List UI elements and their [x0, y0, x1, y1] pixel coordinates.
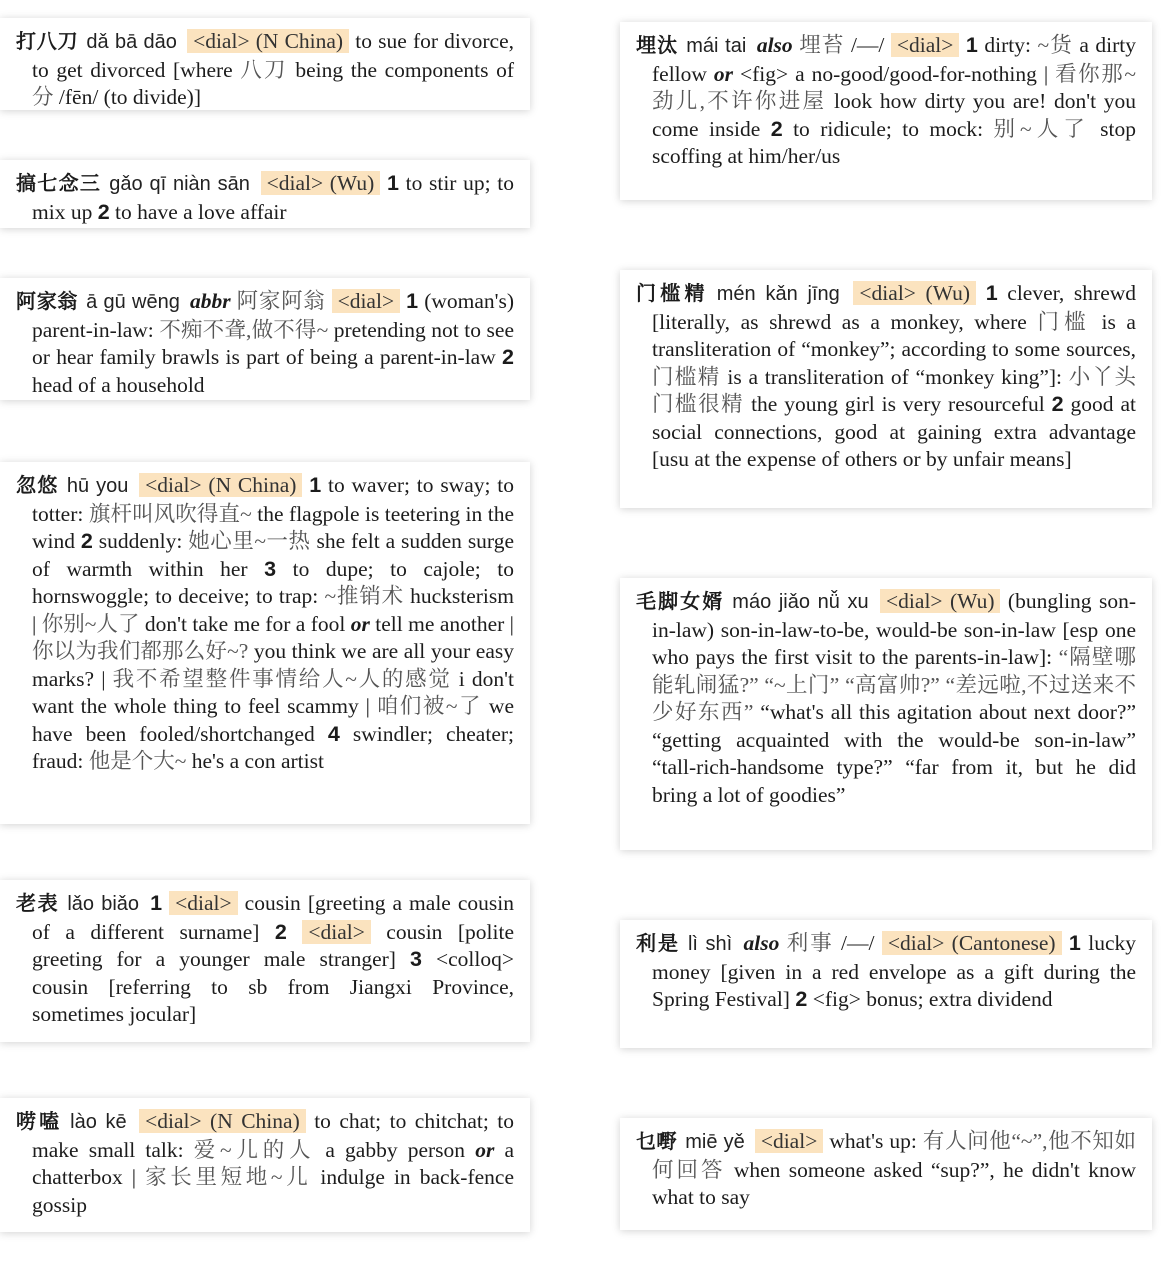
entry-text: 唠嗑 lào kē <dial> (N China) to chat; to chitchat; to make small talk: 爱~儿的人 a gabby person or a chatterbox | 家长里短地~儿 indulge in back-fence gossip: [16, 1109, 515, 1217]
sense-number: 2: [770, 116, 783, 141]
headword: 打八刀: [16, 31, 79, 53]
entry-card-li-shi: [620, 920, 1152, 1048]
example-chinese: 门槛: [1037, 309, 1091, 334]
example-chinese: 埋苔: [799, 33, 845, 57]
pinyin: gǎo qī niàn sān: [109, 173, 250, 195]
entry-text: 搞七念三 gǎo qī niàn sān <dial> (Wu) 1 to stir up; to mix up 2 to have a love affair: [16, 171, 515, 224]
entry-card-da-ba-dao: [0, 18, 530, 110]
sense-number: 1: [386, 171, 399, 195]
pinyin: lǎo biǎo: [67, 893, 140, 915]
or-marker: or: [475, 1137, 495, 1162]
example-chinese: 分: [32, 85, 54, 109]
also-marker: also: [756, 33, 793, 57]
headword: 唠嗑: [16, 1111, 63, 1133]
sense-number: 2: [274, 919, 287, 944]
sense-number: 1: [1068, 931, 1081, 955]
entry-text: 门槛精 mén kǎn jīng <dial> (Wu) 1 clever, shrewd [literally, as shrewd as a monkey, where 门槛 is a transliteration of “monkey”; according to some sources, 门槛精 is a transliteration of “monkey king”]: 小丫头门槛很精 the young girl is very resourceful 2 good at social connections, good at gaining extra advantage [usu at the expense of others or by unfair means]: [636, 281, 1137, 471]
headword: 利是: [636, 933, 680, 955]
example-chinese: 小丫头门槛很精: [652, 364, 1136, 416]
example-chinese: 你别~人了: [41, 611, 140, 636]
example-chinese: 有人问他“~”,他不知如何回答: [652, 1129, 1137, 1182]
pinyin: lào kē: [70, 1111, 127, 1133]
dialect-label: <dial> (Wu): [261, 171, 381, 195]
headword: 门槛精: [636, 283, 709, 305]
example-chinese: 利事: [786, 931, 834, 955]
entry-text: 忽悠 hū you <dial> (N China) 1 to waver; to sway; to totter: 旗杆叫风吹得直~ the flagpole is teetering in the wind 2 suddenly: 她心里~一热 she felt a sudden surge of warmth within her 3 to dupe; to cajole; to hornswoggle; to deceive; to trap: ~推销术 hucksterism | 你别~人了 don't take me for a fool or tell me another | 你以为我们都那么好~? you think we are all your easy marks? | 我不希望整件事情给人~人的感觉 i don't want the whole thing to feel scammy | 咱们被~了 we have been fooled/shortchanged 4 swindler; cheater; fraud: 他是个大~ he's a con artist: [16, 473, 514, 773]
example-chinese: ~推销术: [324, 584, 404, 608]
abbr-marker: abbr: [189, 289, 231, 313]
sense-number: 2: [80, 529, 93, 553]
sense-number: 1: [309, 473, 322, 497]
entry-text: 埋汰 mái tai also 埋苔 /—/ <dial> 1 dirty: ~货 a dirty fellow or <fig> a no-good/good-for-nothing | 看你那~劲儿,不许你进屋 look how dirty you are! don't you come inside 2 to ridicule; to mock: 别~人了 stop scoffing at him/her/us: [636, 33, 1137, 168]
example-chinese: 她心里~一热: [188, 529, 311, 553]
headword: 搞七念三: [16, 173, 102, 195]
example-chinese: 阿家阿翁: [236, 289, 326, 313]
example-chinese: 不痴不聋,做不得~: [159, 317, 329, 342]
headword: 毛脚女婿: [636, 591, 725, 613]
dialect-label: <dial> (Wu): [880, 589, 1000, 613]
entry-text: 乜嘢 miē yě <dial> what's up: 有人问他“~”,他不知如何回答 when someone asked “sup?”, he didn't know what to say: [636, 1129, 1137, 1209]
headword: 忽悠: [16, 475, 59, 497]
entry-text: 打八刀 dǎ bā dāo <dial> (N China) to sue for divorce, to get divorced [where 八刀 being the components of 分 /fēn/ (to divide)]: [16, 29, 515, 109]
entry-card-mao-jiao-nu-xu: [620, 578, 1152, 850]
example-chinese: 门槛精: [652, 364, 721, 389]
entry-card-mai-tai: [620, 22, 1152, 200]
entry-card-mie-ye: [620, 1118, 1152, 1230]
entry-card-a-gu-weng: [0, 278, 530, 400]
example-chinese: 家长里短地~儿: [145, 1165, 312, 1189]
also-marker: also: [743, 931, 780, 955]
or-marker: or: [350, 611, 370, 636]
sense-number: 4: [327, 721, 340, 746]
example-chinese: 我不希望整件事情给人~人的感觉: [112, 666, 452, 691]
pinyin: dǎ bā dāo: [86, 31, 177, 53]
pinyin: lì shì: [687, 933, 733, 955]
example-chinese: 他是个大~: [88, 749, 187, 773]
dialect-label: <dial> (N China): [139, 473, 302, 497]
sense-number: 2: [1051, 392, 1064, 416]
example-chinese: 咱们被~了: [376, 694, 483, 718]
pinyin: máo jiǎo nǚ xu: [732, 591, 869, 613]
example-chinese: “隔壁哪能轧闹猛?” “~上门” “高富帅?” “差远啦,不过送来不少好东西”: [652, 645, 1137, 724]
headword: 老表: [16, 893, 60, 915]
example-chinese: 你以为我们都那么好~?: [32, 639, 249, 663]
dialect-label: <dial> (N China): [139, 1109, 306, 1133]
dialect-label: <dial>: [332, 289, 401, 313]
sense-number: 1: [406, 289, 419, 313]
sense-number: 2: [795, 987, 808, 1011]
example-chinese: 别~人了: [993, 116, 1090, 141]
example-chinese: ~货: [1037, 33, 1073, 57]
entry-text: 阿家翁 ā gū wēng abbr 阿家阿翁 <dial> 1 (woman's) parent-in-law: 不痴不聋,做不得~ pretending not to see or hear family brawls is part of being a parent-in-law 2 head of a household: [16, 289, 515, 397]
sense-number: 2: [502, 345, 514, 369]
example-chinese: 八刀: [240, 57, 288, 82]
dialect-label: <dial>: [169, 891, 238, 915]
entry-text: 毛脚女婿 máo jiǎo nǚ xu <dial> (Wu) (bungling son-in-law) son-in-law-to-be, would-be son-in-law [esp one who pays the first visit to the parents-in-law]: “隔壁哪能轧闹猛?” “~上门” “高富帅?” “差远啦,不过送来不少好东西” “what's all this agitation about next door?” “getting acquainted with the would-be son-in-law” “tall-rich-handsome type?” “far from it, but he did bring a lot of goodies”: [636, 589, 1137, 807]
entry-card-gao-qi-nian-san: [0, 160, 530, 228]
example-chinese: 旗杆叫风吹得直~: [88, 501, 252, 526]
entry-card-lao-ke: [0, 1098, 530, 1232]
entry-text: 老表 lǎo biǎo 1 <dial> cousin [greeting a male cousin of a different surname] 2 <dial> cousin [polite greeting for a younger male stranger] 3 <colloq> cousin [referring to sb from Jiangxi Province, sometimes jocular]: [16, 891, 515, 1026]
pinyin: hū you: [66, 475, 129, 497]
pinyin: mái tai: [686, 35, 747, 57]
sense-number: 3: [264, 556, 277, 581]
sense-number: 3: [409, 947, 422, 971]
headword: 阿家翁: [16, 291, 79, 313]
dialect-label: <dial>: [891, 33, 960, 57]
example-chinese: 看你那~劲儿,不许你进屋: [652, 61, 1136, 113]
pinyin: ā gū wēng: [86, 291, 180, 313]
dialect-label: <dial> (Wu): [853, 281, 976, 305]
sense-number: 1: [985, 281, 998, 305]
example-chinese: 爱~儿的人: [193, 1137, 316, 1162]
pinyin: mén kǎn jīng: [716, 283, 840, 305]
pinyin: miē yě: [685, 1131, 745, 1153]
entry-card-men-kan-jing: [620, 270, 1152, 508]
sense-number: 1: [150, 891, 163, 915]
dialect-label: <dial>: [755, 1129, 824, 1153]
entry-card-lao-biao: [0, 880, 530, 1042]
dialect-label: <dial>: [302, 920, 371, 944]
or-marker: or: [713, 61, 734, 86]
dialect-label: <dial> (N China): [187, 29, 349, 53]
sense-number: 1: [965, 33, 978, 57]
entry-card-hu-you: [0, 462, 530, 824]
headword: 埋汰: [636, 35, 679, 57]
dialect-label: <dial> (Cantonese): [882, 931, 1062, 955]
entry-text: 利是 lì shì also 利事 /—/ <dial> (Cantonese) 1 lucky money [given in a red envelope as a gift during the Spring Festival] 2 <fig> bonus; extra dividend: [636, 931, 1137, 1011]
headword: 乜嘢: [636, 1131, 678, 1153]
sense-number: 2: [97, 199, 110, 224]
